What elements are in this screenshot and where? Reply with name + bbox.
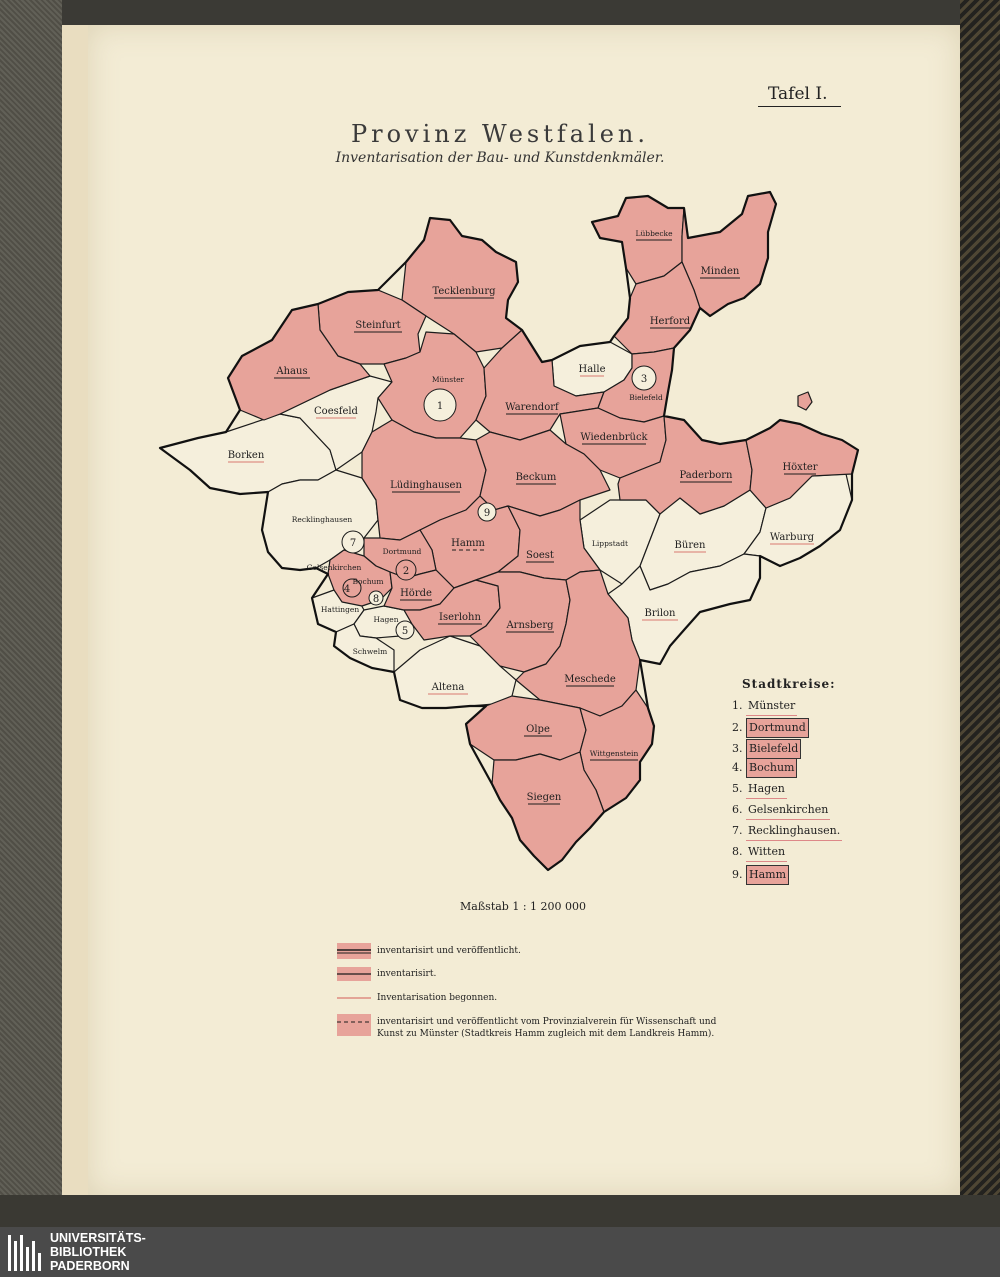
label-herford: Herford (649, 316, 691, 327)
label-hoerde: Hörde (400, 588, 432, 599)
label-warendorf: Warendorf (505, 402, 559, 413)
label-ahaus: Ahaus (276, 366, 308, 377)
stadtkreis-name: Dortmund (746, 718, 809, 738)
label-hagen: Hagen (373, 615, 399, 624)
label-lippstadt: Lippstadt (591, 539, 629, 548)
stadtkreise-title: Stadtkreise: (742, 677, 836, 691)
label-halle: Halle (578, 364, 606, 375)
legend-swatch-published (337, 943, 371, 959)
label-brilon: Brilon (644, 608, 676, 619)
stadtkreis-item: 4. Bochum (732, 758, 797, 776)
label-meschede: Meschede (564, 674, 616, 685)
legend-text: Inventarisation begonnen. (377, 993, 498, 1003)
legend-text: inventarisirt. (377, 969, 437, 979)
legend-swatch-inventoried (337, 967, 371, 981)
stadtkreis-name: Gelsenkirchen (746, 801, 830, 820)
label-beckum: Beckum (515, 472, 557, 483)
label-bochum: Bochum (352, 577, 384, 586)
label-wittgenstein: Wittgenstein (589, 749, 639, 758)
label-muenster: Münster (431, 375, 465, 384)
label-wiedenbrueck: Wiedenbrück (580, 432, 648, 443)
label-dortmund: Dortmund (382, 547, 422, 556)
label-altena: Altena (431, 682, 465, 693)
label-hoexter: Höxter (782, 462, 818, 473)
label-recklinghausen: Recklinghausen (291, 515, 353, 524)
label-luedinghausen: Lüdinghausen (390, 480, 462, 491)
city-number-5: 5 (401, 626, 409, 637)
stadtkreis-item: 2. Dortmund (732, 718, 809, 736)
label-minden: Minden (700, 266, 740, 277)
stadtkreis-name: Hamm (746, 865, 789, 885)
stadtkreis-name: Recklinghausen. (746, 822, 842, 841)
library-name: UNIVERSITÄTS- BIBLIOTHEK PADERBORN (50, 1231, 146, 1273)
island-exclave (798, 392, 812, 410)
stadtkreis-name: Hagen (746, 780, 787, 799)
label-tecklenburg: Tecklenburg (432, 286, 496, 297)
label-warburg: Warburg (769, 532, 815, 543)
district-tecklenburg (402, 218, 522, 352)
library-logo-icon (8, 1235, 42, 1271)
stadtkreis-name: Bielefeld (746, 739, 801, 759)
label-luebbecke: Lübbecke (635, 229, 673, 238)
label-bielefeld: Bielefeld (629, 393, 663, 402)
legend-text: inventarisirt und veröffentlicht vom Provinzialverein für Wissenschaft und Kunst zu Münster (Stadtkreis Hamm zugleich mit dem Landkreis Hamm). (377, 1017, 717, 1039)
stadtkreis-name: Witten (746, 843, 787, 862)
stadtkreis-item: 8. Witten (732, 843, 787, 861)
map-scale: Maßstab 1 : 1 200 000 (460, 900, 587, 913)
stadtkreis-name: Bochum (746, 758, 797, 778)
label-soest: Soest (526, 550, 554, 561)
legend-swatch-provinzialverein (337, 1014, 371, 1036)
stadtkreis-item: 6. Gelsenkirchen (732, 801, 830, 819)
map-title: Provinz Westfalen. (350, 120, 650, 148)
stadtkreis-name: Münster (746, 697, 797, 716)
city-number-8: 8 (372, 594, 380, 605)
city-number-3: 3 (640, 374, 648, 385)
plate-label: Tafel I. (758, 84, 841, 107)
city-number-1: 1 (436, 401, 444, 412)
stadtkreis-item: 1. Münster (732, 697, 797, 715)
stadtkreis-item: 9. Hamm (732, 865, 789, 883)
city-number-7: 7 (349, 538, 357, 549)
label-olpe: Olpe (526, 724, 550, 735)
label-hamm: Hamm (451, 538, 485, 549)
label-coesfeld: Coesfeld (314, 406, 358, 417)
label-gelsenkirchen: Gelsenkirchen (306, 563, 362, 572)
city-number-2: 2 (402, 566, 410, 577)
stadtkreis-item: 3. Bielefeld (732, 739, 801, 757)
city-number-9: 9 (483, 508, 491, 519)
map-subtitle: Inventarisation der Bau- und Kunstdenkmäler. (335, 150, 665, 166)
label-siegen: Siegen (526, 792, 562, 803)
label-borken: Borken (227, 450, 265, 461)
stadtkreis-item: 7. Recklinghausen. (732, 822, 842, 840)
city-number-4: 4 (343, 584, 351, 595)
label-bueren: Büren (674, 540, 706, 551)
label-steinfurt: Steinfurt (355, 320, 401, 331)
label-iserlohn: Iserlohn (439, 612, 481, 623)
legend-swatch-begun (337, 992, 371, 1004)
label-arnsberg: Arnsberg (506, 620, 554, 631)
legend-text: inventarisirt und veröffentlicht. (377, 946, 521, 956)
label-schwelm: Schwelm (352, 647, 388, 656)
stadtkreis-item: 5. Hagen (732, 780, 787, 798)
library-footer (0, 1227, 1000, 1277)
label-hattingen: Hattingen (320, 605, 360, 614)
label-paderborn: Paderborn (679, 470, 733, 481)
